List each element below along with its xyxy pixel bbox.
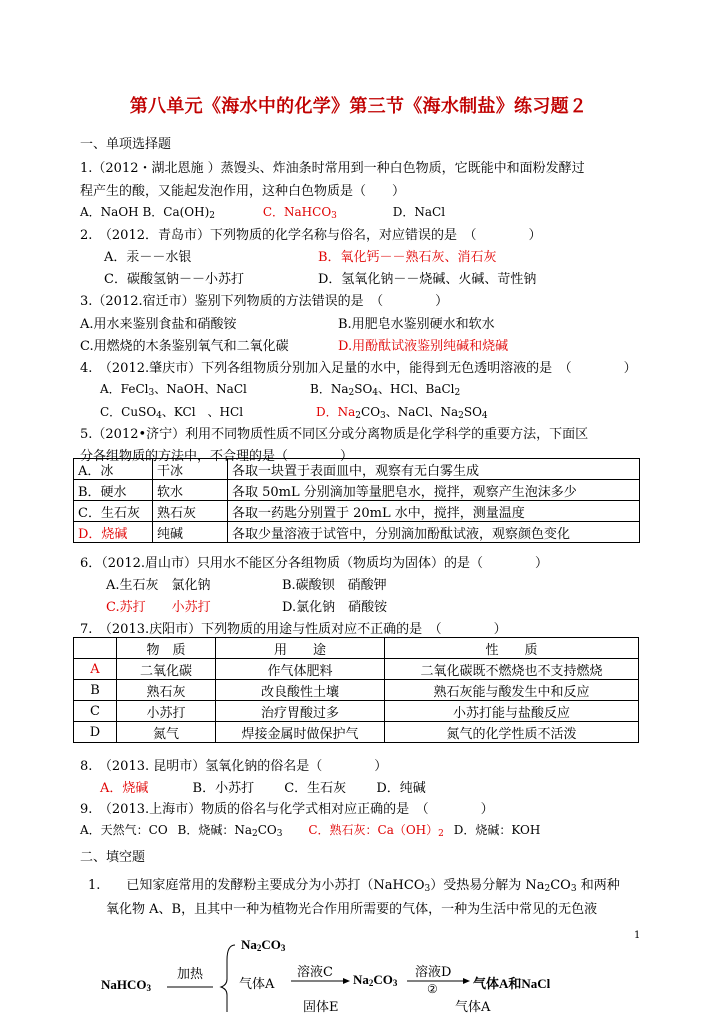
q9-stem: 9. （2013.上海市）物质的俗名与化学式相对应正确的是 （ ） xyxy=(80,802,494,817)
q3-option-d-answer: D.用酚酞试液鉴别纯碱和烧碱 xyxy=(338,339,509,354)
q1-options xyxy=(80,203,445,221)
q6-option-a: A.生石灰 氯化钠 xyxy=(106,578,211,593)
q4-option-b: B．$Na_2SO_4$、HCl、BaCl$_2$ xyxy=(310,382,461,398)
q5-cell-substance: 熟石灰 xyxy=(153,501,228,522)
q6-stem: 6．（2012.眉山市）只用水不能区分各组物质（物质均为固体）的是（ ） xyxy=(80,556,548,571)
q2-stem: 2. （2012．青岛市）下列物质的化学名称与俗名，对应错误的是 （ ） xyxy=(80,228,542,243)
diagram-solution-d: 溶液D xyxy=(415,965,452,980)
q2-option-d: D．氢氧化钠－－烧碱、火碱、苛性钠 xyxy=(318,272,537,287)
fill1-line1: 1. 已知家庭常用的发酵粉主要成分为小苏打（NaHCO$_3$）受热易分解为 $Na_2CO_3$ 和两种 xyxy=(88,878,620,894)
q9-options xyxy=(80,821,540,839)
q1-option-c-answer: C．NaHCO$_3$ xyxy=(262,205,337,221)
table-row xyxy=(74,701,639,722)
q5-cell-method: 各取 50mL 分别滴加等量肥皂水，搅拌，观察产生泡沫多少 xyxy=(228,480,640,501)
q7-cell-use: 作气体肥料 xyxy=(216,659,385,680)
q2-option-c: C．碳酸氢钠－－小苏打 xyxy=(104,272,244,287)
q7-cell-use: 改良酸性土壤 xyxy=(216,680,385,701)
diagram-solution-c: 溶液C xyxy=(297,965,333,980)
q5-table xyxy=(73,458,640,543)
q8-stem: 8. （2013. 昆明市）氢氧化钠的俗名是（ ） xyxy=(80,759,388,774)
q5-cell-substance: 干冰 xyxy=(153,459,228,480)
table-row xyxy=(74,501,640,522)
page-number: 1 xyxy=(634,930,641,941)
diagram-na2co3-top: $Na_2CO_3$ xyxy=(241,937,286,953)
table-row xyxy=(74,522,640,543)
q3-option-b: B.用肥皂水鉴别硬水和软水 xyxy=(338,317,495,332)
q7-cell-property: 熟石灰能与酸发生中和反应 xyxy=(385,680,639,701)
q2-option-a: A．汞－－水银 xyxy=(104,250,192,265)
q5-stem-line2: 分各组物质的方法中，不合理的是（ ） xyxy=(80,449,354,464)
q7-cell-substance: 熟石灰 xyxy=(117,680,216,701)
diagram-gas-a-bottom: 气体A xyxy=(455,1000,491,1015)
diagram-nahco3: NaHCO$_3$ xyxy=(101,977,151,993)
q4-option-a: A．FeCl$_3$、NaOH、NaCl xyxy=(100,382,247,398)
q7-header-substance: 物 质 xyxy=(117,638,216,659)
q4-stem: 4. （2012.肇庆市）下列各组物质分别加入足量的水中，能得到无色透明溶液的是 （ ） xyxy=(80,361,637,376)
q5-cell-method: 各取一块置于表面皿中，观察有无白雾生成 xyxy=(228,459,640,480)
q9-option-c-answer: C．熟石灰：$Ca(OH)_2$ xyxy=(308,823,444,839)
table-row xyxy=(74,659,639,680)
section-heading-fill-in: 二、填空题 xyxy=(80,850,146,865)
table-row xyxy=(74,480,640,501)
q5-cell-method: 各取少量溶液于试管中，分别滴加酚酞试液，观察颜色变化 xyxy=(228,522,640,543)
q7-cell-substance: 氮气 xyxy=(117,722,216,743)
diagram-na2co3-mid: $Na_2CO_3$ xyxy=(353,972,398,988)
q8-option-a-answer: A．烧碱 xyxy=(100,781,149,796)
diagram-solid-e: 固体E xyxy=(303,1000,339,1015)
q7-cell-option: B xyxy=(74,680,117,701)
q7-stem: 7. （2013.庆阳市）下列物质的用途与性质对应不正确的是 （ ） xyxy=(80,622,507,637)
q5-cell-option: B．硬水 xyxy=(74,480,153,501)
q5-cell-substance: 纯碱 xyxy=(153,522,228,543)
q7-cell-use: 治疗胃酸过多 xyxy=(216,701,385,722)
q1-stem-line2: 程产生的酸，又能起发泡作用，这种白色物质是（ ） xyxy=(80,184,406,199)
q7-header-property: 性 质 xyxy=(385,638,639,659)
q1-option-b: B．$Ca(OH)_2$ xyxy=(142,205,216,221)
brace-bracket xyxy=(221,945,235,1012)
diagram-gas-a: 气体A xyxy=(239,977,275,992)
q7-cell-substance: 小苏打 xyxy=(117,701,216,722)
table-row xyxy=(74,459,640,480)
q7-cell-use: 焊接金属时做保护气 xyxy=(216,722,385,743)
q6-option-d: D.氯化钠 硝酸铵 xyxy=(282,600,388,615)
q4-option-c: C．CuSO$_4$、KCl 、HCl xyxy=(100,405,244,421)
q7-cell-option: C xyxy=(74,701,117,722)
q9-option-d: D．烧碱：KOH xyxy=(453,823,541,837)
q7-table xyxy=(73,637,639,743)
q1-option-a: A．NaOH xyxy=(80,205,139,219)
q8-option-c: C．生石灰 xyxy=(284,781,347,796)
q3-option-c: C.用燃烧的木条鉴别氧气和二氧化碳 xyxy=(80,339,289,354)
q9-option-a: A．天然气：CO xyxy=(80,823,168,837)
table-row xyxy=(74,722,639,743)
q3-option-a: A.用水来鉴别食盐和硝酸铵 xyxy=(80,317,237,332)
q5-cell-method: 各取一药匙分别置于 20mL 水中，搅拌，测量温度 xyxy=(228,501,640,522)
diagram-product: 气体A和NaCl xyxy=(473,976,551,991)
q7-cell-property: 小苏打能与盐酸反应 xyxy=(385,701,639,722)
q7-cell-option: D xyxy=(74,722,117,743)
diagram-heat-label: 加热 xyxy=(177,967,204,982)
q1-stem-line1: 1.（2012・湖北恩施 ）蒸馒头、炸油条时常用到一种白色物质，它既能中和面粉发酵过 xyxy=(80,161,585,176)
q7-cell-option-answer: A xyxy=(74,659,117,680)
q5-stem-line1: 5.（2012•济宁）利用不同物质性质不同区分或分离物质是化学科学的重要方法，下面区 xyxy=(80,427,589,442)
q8-options xyxy=(100,777,426,796)
arrow-head-solution-d xyxy=(463,978,470,984)
reaction-diagram xyxy=(95,935,655,1015)
q2-option-b-answer: B．氧化钙－－熟石灰、消石灰 xyxy=(318,250,497,265)
arrow-head-solution-c xyxy=(343,978,350,984)
q7-cell-property: 氮气的化学性质不活泼 xyxy=(385,722,639,743)
q7-cell-property: 二氧化碳既不燃烧也不支持燃烧 xyxy=(385,659,639,680)
q7-header-use: 用 途 xyxy=(216,638,385,659)
q4-option-d-answer: D．$Na_2CO_3$、NaCl、$Na_2SO_4$ xyxy=(316,405,488,421)
q1-option-d: D．NaCl xyxy=(392,205,446,219)
q5-cell-option: C．生石灰 xyxy=(74,501,153,522)
q7-header-option xyxy=(74,638,117,659)
q9-option-b: B．烧碱：$Na_2CO_3$ xyxy=(177,823,283,839)
q6-option-c-answer: C.苏打 小苏打 xyxy=(106,600,211,615)
q8-option-b: B．小苏打 xyxy=(192,781,255,796)
section-heading-single-choice: 一、单项选择题 xyxy=(80,137,172,152)
table-row xyxy=(74,680,639,701)
q5-cell-substance: 软水 xyxy=(153,480,228,501)
table-header-row xyxy=(74,638,639,659)
fill1-line2: 氧化物 A、B，且其中一种为植物光合作用所需要的气体，一种为生活中常见的无色液 xyxy=(106,902,598,917)
diagram-step-2: ② xyxy=(427,982,438,996)
q5-cell-option-answer: D．烧碱 xyxy=(74,522,153,543)
q3-stem: 3.（2012.宿迁市）鉴别下列物质的方法错误的是 （ ） xyxy=(80,294,449,309)
q5-cell-option: A．冰 xyxy=(74,459,153,480)
q8-option-d: D．纯碱 xyxy=(376,781,426,796)
page-title: 第八单元《海水中的化学》第三节《海水制盐》练习题２ xyxy=(129,96,588,117)
q7-cell-substance: 二氧化碳 xyxy=(117,659,216,680)
q6-option-b: B.碳酸钡 硝酸钾 xyxy=(282,578,387,593)
